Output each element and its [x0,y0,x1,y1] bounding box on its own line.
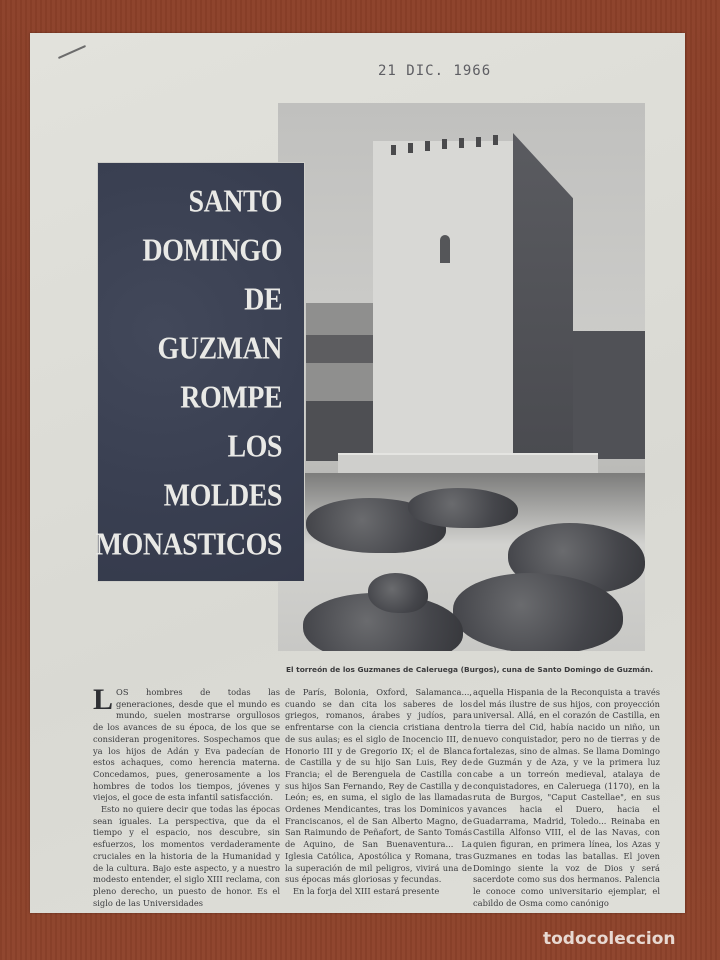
headline-line: ROMPE [180,379,282,416]
photo-crenel [493,135,498,145]
tower-photo [278,103,645,651]
photo-bush [408,488,518,528]
photo-crenel [476,137,481,147]
pencil-mark [58,45,86,59]
watermark-logo: todocoleccion [543,929,676,949]
photo-tower-front [373,141,513,459]
body-paragraph: OS hombres de todas las generaciones, desde que el mundo es mundo, suelen mostrarse orgullosos de los avances de su época, de los que se consideran progenitores. Sospechamos que ya los hijos de Adán y Eva padecían de estos achaques, como herencia materna. Concedamos, pues, generosamente a los hombres de todos los tiempos, jóvenes y viejos, el goce de esta infantil satisfacción. [93,687,280,803]
photo-crenel [442,139,447,149]
photo-steps [338,453,598,475]
body-column-3 [473,687,660,909]
photo-wall [573,331,645,459]
body-paragraph: En la forja del XIII estará presente [293,885,440,896]
photo-crenel [425,141,430,151]
photo-crenel [459,138,464,148]
photo-tower-window [440,235,450,263]
photo-caption: El torreón de los Guzmanes de Caleruega (Burgos), cuna de Santo Domingo de Guzmán. [286,665,654,674]
photo-house-roof [306,335,373,363]
photo-crenel [391,145,396,155]
magazine-page [30,33,685,913]
dropcap: L [93,683,114,716]
headline-line: SANTO [188,183,282,220]
headline-line: GUZMAN [157,330,282,367]
body-column-1 [93,683,280,909]
body-paragraph: Esto no quiere decir que todas las épocas sean iguales. La perspectiva, que da el tiempo y el espacio, nos descubre, sin esfuerzos, los momentos verdaderamente cruciales en la historia de la Humanidad y de la cultura. Bajo este aspecto, y a nuestro modesto entender, el siglo XIII reclama, con pleno derecho, un puesto de honor. Es el siglo de las Universidades [93,804,280,908]
headline-line: MOLDES [163,477,282,514]
photo-crenel [408,143,413,153]
date-stamp: 21 DIC. 1966 [378,63,492,79]
headline-line: DOMINGO [142,232,282,269]
body-paragraph: aquella Hispania de la Reconquista a través del más ilustre de sus hijos, con proyección universal. Allá, en el corazón de Castilla, en la tierra del Cid, había nacido un niño, un nuevo conquistador, pero no de tierras y de fortalezas, sino de almas. Se llama Domingo de Guzmán y de Aza, y ve la primera luz cabe a un torreón medieval, atalaya de conquistadores, en Caleruega (1170), en la ruta de Burgos, "Caput Castellae", en sus avances hacia el Duero, hacia el Guadarrama, Madrid, Toledo... Reinaba en Castilla Alfonso VIII, el de las Navas, con quien figuran, en primera línea, los Azas y Guzmanes en todas las batallas. El joven Domingo siente la voz de Dios y será sacerdote como sus dos hermanos. Palencia le conoce como universitario ejemplar, el cabildo de Osma como canónigo [473,687,660,908]
body-column-2 [285,687,472,898]
headline-line: MONASTICOS [95,526,282,563]
headline-box [95,163,304,581]
body-paragraph: de París, Bolonia, Oxford, Salamanca..., cuando se dan cita los saberes de los griegos, romanos, árabes y judíos, para enfrentarse con la ciencia cristiana dentro de sus aulas; es el siglo de Inocencio III, de Honorio III y de Gregorio IX; el de Blanca de Castilla y de su hijo San Luis, Rey de Francia; el de Berenguela de Castilla con sus hijos San Fernando, Rey de Castilla y de León; es, en suma, el siglo de las llamadas Ordenes Mendicantes, tras los Dominicos y Franciscanos, el de San Alberto Magno, de San Raimundo de Peñafort, de Santo Tomás de Aquino, de San Buenaventura... La Iglesia Católica, Apostólica y Romana, tras la superación de mil peligros, vivirá una de sus épocas más gloriosas y fecundas. [285,687,472,885]
headline-line: DE [244,281,282,318]
headline-line: LOS [227,428,282,465]
photo-bush [368,573,428,613]
photo-house-lower [306,401,373,461]
